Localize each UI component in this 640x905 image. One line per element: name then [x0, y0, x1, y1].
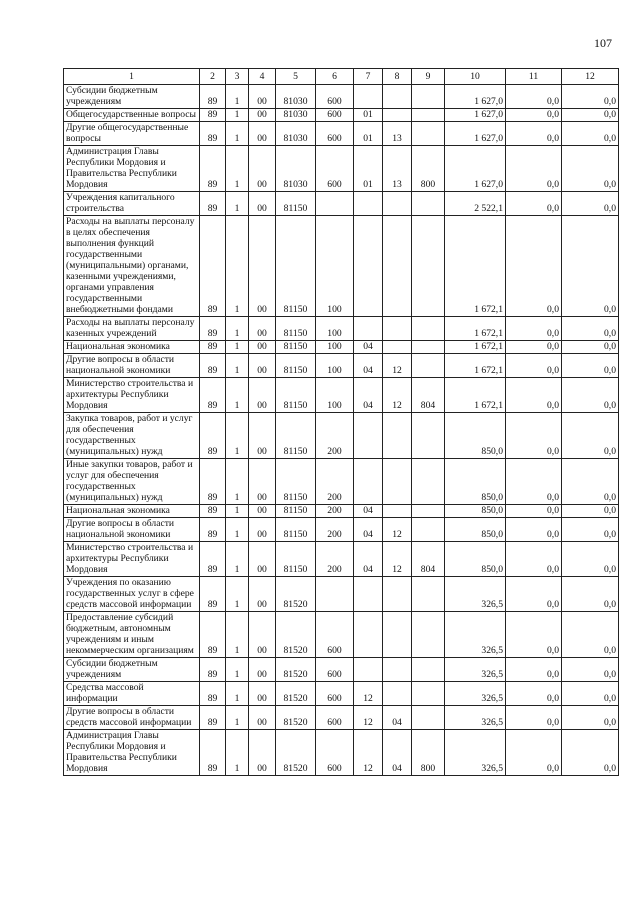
item-name-cell: Субсидии бюджетным учреждениям [64, 658, 200, 682]
amount-10-cell: 326,5 [445, 706, 506, 730]
code-2-cell: 89 [200, 216, 226, 317]
code-6-cell: 600 [316, 730, 354, 776]
amount-11-cell: 0,0 [506, 413, 562, 459]
column-header: 12 [562, 69, 619, 85]
amount-12-cell: 0,0 [562, 354, 619, 378]
code-2-cell: 89 [200, 505, 226, 518]
table-row [64, 658, 619, 682]
code-3-cell: 1 [226, 216, 249, 317]
code-2-cell: 89 [200, 459, 226, 505]
code-9-cell [412, 85, 445, 109]
amount-12-cell: 0,0 [562, 341, 619, 354]
code-4-cell: 00 [249, 413, 276, 459]
code-2-cell: 89 [200, 146, 226, 192]
item-name-cell: Расходы на выплаты персоналу в целях обеспечения выполнения функций государственными (муниципальными) органами, казенными учреждениями, органами управления государственными внебюджетными фондами [64, 216, 200, 317]
code-8-cell [383, 658, 412, 682]
code-8-cell [383, 505, 412, 518]
amount-11-cell: 0,0 [506, 354, 562, 378]
code-3-cell: 1 [226, 542, 249, 577]
amount-10-cell: 850,0 [445, 413, 506, 459]
code-7-cell: 01 [354, 122, 383, 146]
code-4-cell: 00 [249, 317, 276, 341]
code-8-cell [383, 682, 412, 706]
column-header: 5 [276, 69, 316, 85]
code-4-cell: 00 [249, 706, 276, 730]
code-8-cell: 12 [383, 518, 412, 542]
code-6-cell: 100 [316, 341, 354, 354]
amount-11-cell: 0,0 [506, 122, 562, 146]
code-3-cell: 1 [226, 341, 249, 354]
code-8-cell: 12 [383, 378, 412, 413]
code-5-cell: 81150 [276, 216, 316, 317]
code-2-cell: 89 [200, 577, 226, 612]
amount-11-cell: 0,0 [506, 317, 562, 341]
code-7-cell [354, 85, 383, 109]
item-name-cell: Другие общегосударственные вопросы [64, 122, 200, 146]
code-9-cell [412, 216, 445, 317]
amount-10-cell: 1 627,0 [445, 85, 506, 109]
table-row [64, 85, 619, 109]
code-6-cell: 100 [316, 216, 354, 317]
table-row [64, 459, 619, 505]
code-2-cell: 89 [200, 413, 226, 459]
amount-10-cell: 1 672,1 [445, 341, 506, 354]
table-row [64, 730, 619, 776]
code-3-cell: 1 [226, 317, 249, 341]
code-6-cell: 600 [316, 109, 354, 122]
table-row [64, 341, 619, 354]
item-name-cell: Министерство строительства и архитектуры Республики Мордовия [64, 542, 200, 577]
table-row [64, 109, 619, 122]
table-row [64, 413, 619, 459]
code-5-cell: 81150 [276, 341, 316, 354]
code-8-cell [383, 341, 412, 354]
amount-11-cell: 0,0 [506, 612, 562, 658]
code-6-cell: 600 [316, 612, 354, 658]
code-2-cell: 89 [200, 85, 226, 109]
amount-10-cell: 1 627,0 [445, 146, 506, 192]
item-name-cell: Другие вопросы в области национальной экономики [64, 354, 200, 378]
item-name-cell: Учреждения по оказанию государственных услуг в сфере средств массовой информации [64, 577, 200, 612]
code-4-cell: 00 [249, 216, 276, 317]
code-8-cell: 13 [383, 122, 412, 146]
code-9-cell [412, 577, 445, 612]
code-7-cell: 04 [354, 518, 383, 542]
code-5-cell: 81520 [276, 706, 316, 730]
code-5-cell: 81150 [276, 192, 316, 216]
amount-11-cell: 0,0 [506, 192, 562, 216]
code-3-cell: 1 [226, 146, 249, 192]
amount-10-cell: 1 672,1 [445, 216, 506, 317]
code-7-cell: 01 [354, 146, 383, 192]
code-9-cell [412, 341, 445, 354]
code-8-cell [383, 192, 412, 216]
code-3-cell: 1 [226, 192, 249, 216]
code-6-cell: 100 [316, 354, 354, 378]
budget-table [63, 68, 619, 776]
code-4-cell: 00 [249, 658, 276, 682]
amount-10-cell: 1 672,1 [445, 354, 506, 378]
code-5-cell: 81150 [276, 354, 316, 378]
amount-11-cell: 0,0 [506, 109, 562, 122]
table-row [64, 146, 619, 192]
code-7-cell [354, 413, 383, 459]
code-7-cell: 04 [354, 542, 383, 577]
table-body [64, 85, 619, 776]
amount-10-cell: 326,5 [445, 682, 506, 706]
amount-12-cell: 0,0 [562, 413, 619, 459]
code-9-cell [412, 317, 445, 341]
amount-10-cell: 850,0 [445, 459, 506, 505]
table-row [64, 577, 619, 612]
code-9-cell [412, 109, 445, 122]
code-9-cell [412, 354, 445, 378]
table-row [64, 706, 619, 730]
page-number: 107 [594, 36, 612, 50]
code-2-cell: 89 [200, 122, 226, 146]
amount-12-cell: 0,0 [562, 658, 619, 682]
code-4-cell: 00 [249, 505, 276, 518]
code-8-cell [383, 413, 412, 459]
code-8-cell: 12 [383, 542, 412, 577]
amount-10-cell: 326,5 [445, 577, 506, 612]
code-2-cell: 89 [200, 109, 226, 122]
code-2-cell: 89 [200, 658, 226, 682]
code-9-cell [412, 658, 445, 682]
item-name-cell: Предоставление субсидий бюджетным, автономным учреждениям и иным некоммерческим организациям [64, 612, 200, 658]
code-4-cell: 00 [249, 341, 276, 354]
code-3-cell: 1 [226, 122, 249, 146]
code-6-cell [316, 577, 354, 612]
code-5-cell: 81520 [276, 658, 316, 682]
code-6-cell: 600 [316, 706, 354, 730]
table-row [64, 612, 619, 658]
code-5-cell: 81150 [276, 505, 316, 518]
code-8-cell [383, 577, 412, 612]
amount-12-cell: 0,0 [562, 706, 619, 730]
code-9-cell [412, 192, 445, 216]
code-6-cell: 200 [316, 459, 354, 505]
table-row [64, 122, 619, 146]
code-3-cell: 1 [226, 706, 249, 730]
amount-12-cell: 0,0 [562, 612, 619, 658]
code-2-cell: 89 [200, 518, 226, 542]
code-7-cell: 12 [354, 682, 383, 706]
amount-12-cell: 0,0 [562, 192, 619, 216]
table-row [64, 354, 619, 378]
item-name-cell: Учреждения капитального строительства [64, 192, 200, 216]
amount-11-cell: 0,0 [506, 518, 562, 542]
amount-10-cell: 850,0 [445, 505, 506, 518]
amount-10-cell: 850,0 [445, 542, 506, 577]
code-5-cell: 81030 [276, 122, 316, 146]
code-7-cell: 01 [354, 109, 383, 122]
code-9-cell: 800 [412, 730, 445, 776]
code-5-cell: 81520 [276, 612, 316, 658]
table-row [64, 216, 619, 317]
amount-12-cell: 0,0 [562, 122, 619, 146]
amount-12-cell: 0,0 [562, 146, 619, 192]
code-8-cell [383, 612, 412, 658]
code-4-cell: 00 [249, 730, 276, 776]
item-name-cell: Другие вопросы в области средств массовой информации [64, 706, 200, 730]
amount-12-cell: 0,0 [562, 317, 619, 341]
code-2-cell: 89 [200, 354, 226, 378]
code-2-cell: 89 [200, 542, 226, 577]
code-5-cell: 81150 [276, 378, 316, 413]
code-3-cell: 1 [226, 505, 249, 518]
code-5-cell: 81150 [276, 413, 316, 459]
code-7-cell [354, 658, 383, 682]
amount-10-cell: 1 627,0 [445, 109, 506, 122]
code-3-cell: 1 [226, 577, 249, 612]
code-7-cell [354, 459, 383, 505]
code-6-cell: 200 [316, 505, 354, 518]
code-9-cell [412, 459, 445, 505]
column-header: 3 [226, 69, 249, 85]
code-7-cell: 12 [354, 706, 383, 730]
code-8-cell [383, 216, 412, 317]
column-header: 1 [64, 69, 200, 85]
code-6-cell: 600 [316, 85, 354, 109]
code-5-cell: 81150 [276, 459, 316, 505]
code-9-cell [412, 682, 445, 706]
code-2-cell: 89 [200, 612, 226, 658]
code-5-cell: 81520 [276, 730, 316, 776]
amount-11-cell: 0,0 [506, 542, 562, 577]
code-9-cell [412, 518, 445, 542]
code-8-cell: 12 [383, 354, 412, 378]
code-6-cell: 200 [316, 542, 354, 577]
amount-10-cell: 2 522,1 [445, 192, 506, 216]
code-4-cell: 00 [249, 122, 276, 146]
code-3-cell: 1 [226, 354, 249, 378]
column-header: 10 [445, 69, 506, 85]
item-name-cell: Национальная экономика [64, 341, 200, 354]
code-4-cell: 00 [249, 109, 276, 122]
amount-12-cell: 0,0 [562, 505, 619, 518]
amount-11-cell: 0,0 [506, 341, 562, 354]
column-header: 6 [316, 69, 354, 85]
amount-12-cell: 0,0 [562, 109, 619, 122]
code-5-cell: 81030 [276, 85, 316, 109]
amount-12-cell: 0,0 [562, 542, 619, 577]
column-header: 9 [412, 69, 445, 85]
code-6-cell [316, 192, 354, 216]
code-3-cell: 1 [226, 459, 249, 505]
amount-11-cell: 0,0 [506, 85, 562, 109]
code-9-cell [412, 122, 445, 146]
code-4-cell: 00 [249, 682, 276, 706]
code-2-cell: 89 [200, 341, 226, 354]
code-9-cell: 800 [412, 146, 445, 192]
code-3-cell: 1 [226, 109, 249, 122]
code-7-cell: 04 [354, 505, 383, 518]
code-7-cell [354, 577, 383, 612]
amount-12-cell: 0,0 [562, 459, 619, 505]
code-2-cell: 89 [200, 317, 226, 341]
table-row [64, 682, 619, 706]
code-7-cell: 04 [354, 354, 383, 378]
code-5-cell: 81520 [276, 682, 316, 706]
amount-10-cell: 326,5 [445, 612, 506, 658]
code-5-cell: 81030 [276, 146, 316, 192]
item-name-cell: Другие вопросы в области национальной экономики [64, 518, 200, 542]
item-name-cell: Министерство строительства и архитектуры Республики Мордовия [64, 378, 200, 413]
column-header: 11 [506, 69, 562, 85]
item-name-cell: Национальная экономика [64, 505, 200, 518]
code-8-cell [383, 85, 412, 109]
code-3-cell: 1 [226, 413, 249, 459]
code-3-cell: 1 [226, 682, 249, 706]
amount-11-cell: 0,0 [506, 706, 562, 730]
amount-11-cell: 0,0 [506, 378, 562, 413]
code-4-cell: 00 [249, 612, 276, 658]
amount-11-cell: 0,0 [506, 216, 562, 317]
code-4-cell: 00 [249, 542, 276, 577]
amount-11-cell: 0,0 [506, 682, 562, 706]
code-4-cell: 00 [249, 459, 276, 505]
amount-10-cell: 850,0 [445, 518, 506, 542]
code-4-cell: 00 [249, 85, 276, 109]
code-4-cell: 00 [249, 354, 276, 378]
code-2-cell: 89 [200, 378, 226, 413]
table-row [64, 378, 619, 413]
code-9-cell [412, 612, 445, 658]
amount-11-cell: 0,0 [506, 505, 562, 518]
amount-12-cell: 0,0 [562, 216, 619, 317]
code-3-cell: 1 [226, 658, 249, 682]
code-8-cell [383, 459, 412, 505]
item-name-cell: Иные закупки товаров, работ и услуг для обеспечения государственных (муниципальных) нужд [64, 459, 200, 505]
code-8-cell [383, 317, 412, 341]
item-name-cell: Субсидии бюджетным учреждениям [64, 85, 200, 109]
code-6-cell: 100 [316, 378, 354, 413]
amount-10-cell: 326,5 [445, 658, 506, 682]
code-6-cell: 600 [316, 658, 354, 682]
code-5-cell: 81150 [276, 317, 316, 341]
column-header: 2 [200, 69, 226, 85]
code-3-cell: 1 [226, 378, 249, 413]
item-name-cell: Администрация Главы Республики Мордовия и Правительства Республики Мордовия [64, 730, 200, 776]
code-6-cell: 100 [316, 317, 354, 341]
code-9-cell: 804 [412, 378, 445, 413]
table-row [64, 518, 619, 542]
code-6-cell: 200 [316, 413, 354, 459]
code-4-cell: 00 [249, 577, 276, 612]
code-6-cell: 600 [316, 682, 354, 706]
code-7-cell [354, 317, 383, 341]
code-2-cell: 89 [200, 730, 226, 776]
code-2-cell: 89 [200, 706, 226, 730]
amount-11-cell: 0,0 [506, 459, 562, 505]
code-4-cell: 00 [249, 192, 276, 216]
table-row [64, 317, 619, 341]
column-header: 8 [383, 69, 412, 85]
amount-10-cell: 326,5 [445, 730, 506, 776]
amount-12-cell: 0,0 [562, 85, 619, 109]
code-7-cell [354, 612, 383, 658]
amount-12-cell: 0,0 [562, 730, 619, 776]
code-3-cell: 1 [226, 85, 249, 109]
amount-10-cell: 1 672,1 [445, 317, 506, 341]
code-7-cell: 12 [354, 730, 383, 776]
code-4-cell: 00 [249, 378, 276, 413]
code-5-cell: 81150 [276, 518, 316, 542]
code-8-cell: 04 [383, 706, 412, 730]
amount-10-cell: 1 672,1 [445, 378, 506, 413]
code-7-cell: 04 [354, 378, 383, 413]
code-5-cell: 81520 [276, 577, 316, 612]
item-name-cell: Общегосударственные вопросы [64, 109, 200, 122]
code-9-cell [412, 706, 445, 730]
code-8-cell: 04 [383, 730, 412, 776]
code-3-cell: 1 [226, 612, 249, 658]
header-row [64, 69, 619, 85]
code-9-cell: 804 [412, 542, 445, 577]
amount-12-cell: 0,0 [562, 518, 619, 542]
column-header: 7 [354, 69, 383, 85]
item-name-cell: Расходы на выплаты персоналу казенных учреждений [64, 317, 200, 341]
item-name-cell: Администрация Главы Республики Мордовия и Правительства Республики Мордовия [64, 146, 200, 192]
code-9-cell [412, 413, 445, 459]
code-9-cell [412, 505, 445, 518]
amount-10-cell: 1 627,0 [445, 122, 506, 146]
code-6-cell: 600 [316, 146, 354, 192]
amount-11-cell: 0,0 [506, 577, 562, 612]
amount-11-cell: 0,0 [506, 146, 562, 192]
column-header: 4 [249, 69, 276, 85]
amount-12-cell: 0,0 [562, 577, 619, 612]
code-3-cell: 1 [226, 730, 249, 776]
table-row [64, 192, 619, 216]
code-5-cell: 81150 [276, 542, 316, 577]
code-5-cell: 81030 [276, 109, 316, 122]
code-2-cell: 89 [200, 192, 226, 216]
item-name-cell: Средства массовой информации [64, 682, 200, 706]
code-2-cell: 89 [200, 682, 226, 706]
code-7-cell [354, 192, 383, 216]
code-6-cell: 600 [316, 122, 354, 146]
code-3-cell: 1 [226, 518, 249, 542]
code-7-cell: 04 [354, 341, 383, 354]
table-row [64, 542, 619, 577]
amount-12-cell: 0,0 [562, 378, 619, 413]
amount-11-cell: 0,0 [506, 658, 562, 682]
item-name-cell: Закупка товаров, работ и услуг для обеспечения государственных (муниципальных) нужд [64, 413, 200, 459]
code-8-cell: 13 [383, 146, 412, 192]
code-6-cell: 200 [316, 518, 354, 542]
amount-12-cell: 0,0 [562, 682, 619, 706]
table-row [64, 505, 619, 518]
code-4-cell: 00 [249, 146, 276, 192]
code-4-cell: 00 [249, 518, 276, 542]
code-8-cell [383, 109, 412, 122]
code-7-cell [354, 216, 383, 317]
amount-11-cell: 0,0 [506, 730, 562, 776]
